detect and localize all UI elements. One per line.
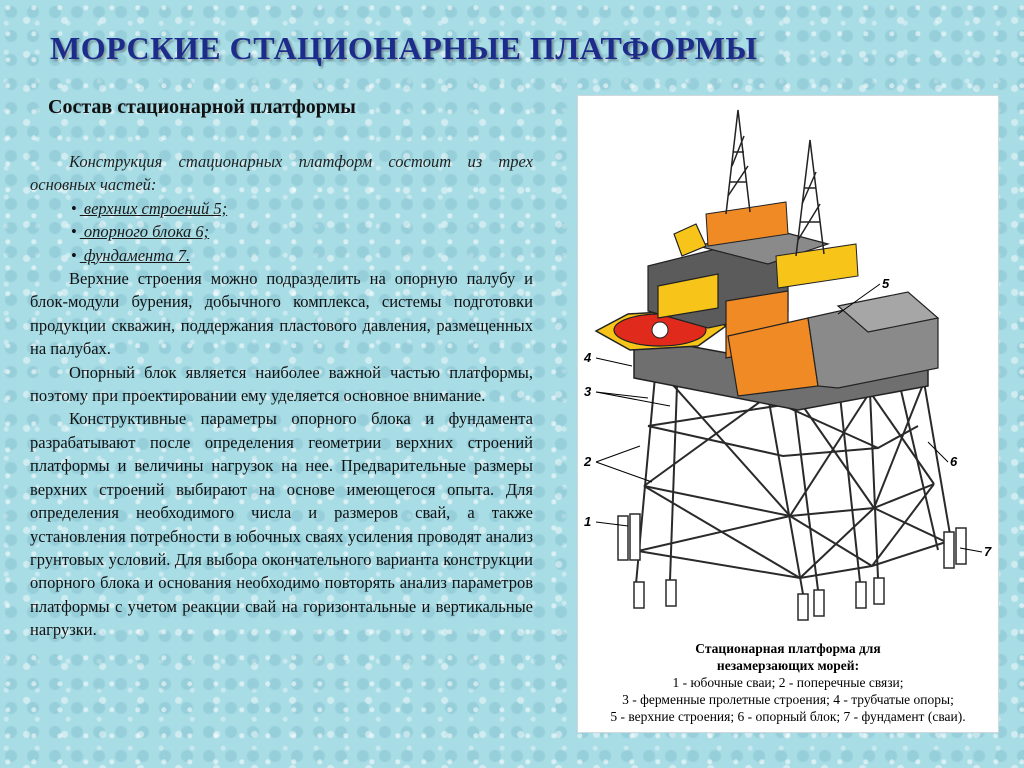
list-item <box>71 197 533 220</box>
bullet-marker: • <box>71 222 77 242</box>
callout-3: 3 <box>584 384 592 399</box>
caption-line: 3 - ферменные пролетные строения; 4 - трубчатые опоры; <box>622 692 954 707</box>
callout-1: 1 <box>584 514 592 529</box>
figure-caption <box>578 640 998 725</box>
caption-title-line-2: незамерзающих морей: <box>716 658 860 673</box>
caption-line: 5 - верхние строения; 6 - опорный блок; 7 - фундамент (сваи). <box>610 709 966 724</box>
section-subtitle: Состав стационарной платформы <box>48 96 356 118</box>
callout-2: 2 <box>584 454 592 469</box>
list-item-text[interactable]: фундамента 7. <box>79 245 191 265</box>
callout-5: 5 <box>882 276 890 291</box>
body-text <box>30 150 533 642</box>
paragraph-support-block: Опорный блок является наиболее важной частью платформы, поэтому при проектировании ему уделяется основное внимание. <box>30 362 533 406</box>
list-item-text[interactable]: верхних строений 5; <box>79 198 228 218</box>
list-item-text[interactable]: опорного блока 6; <box>79 222 210 242</box>
list-item <box>71 220 533 243</box>
callout-6: 6 <box>950 454 958 469</box>
intro-paragraph: Конструкция стационарных платформ состоит из трех основных частей: <box>30 152 533 195</box>
list-item <box>71 244 533 267</box>
bullet-marker: • <box>71 198 77 218</box>
paragraph-topsides: Верхние строения можно подразделить на опорную палубу и блок-модули бурения, добычного комплекса, системы подготовки продукции скважин, поддержания пластового давления, размещенных на палубах. <box>30 269 533 359</box>
callout-4: 4 <box>584 350 592 365</box>
page-title: МОРСКИЕ СТАЦИОНАРНЫЕ ПЛАТФОРМЫ <box>50 30 758 66</box>
platform-illustration <box>578 96 998 641</box>
callout-7: 7 <box>984 544 992 559</box>
caption-line: 1 - юбочные сваи; 2 - поперечные связи; <box>672 675 904 690</box>
caption-title-line-1: Стационарная платформа для <box>695 641 881 656</box>
platform-figure <box>578 96 998 732</box>
components-list <box>30 197 533 267</box>
paragraph-design-parameters: Конструктивные параметры опорного блока и фундамента разрабатывают после определения геометрии верхних строений платформы и величины нагрузок на нее. Предварительные размеры верхних строений выбирают на основе имеющегося опыта. Для определения необходимого числа и размеров свай, а также установления потребности в юбочных сваях усиления проводят анализ грунтовых условий. Для выбора окончательного варианта конструкции опорного блока и основания необходимо повторять анализ параметров платформы с учетом реакции свай на горизонтальные и вертикальные нагрузки. <box>30 409 533 640</box>
bullet-marker: • <box>71 245 77 265</box>
